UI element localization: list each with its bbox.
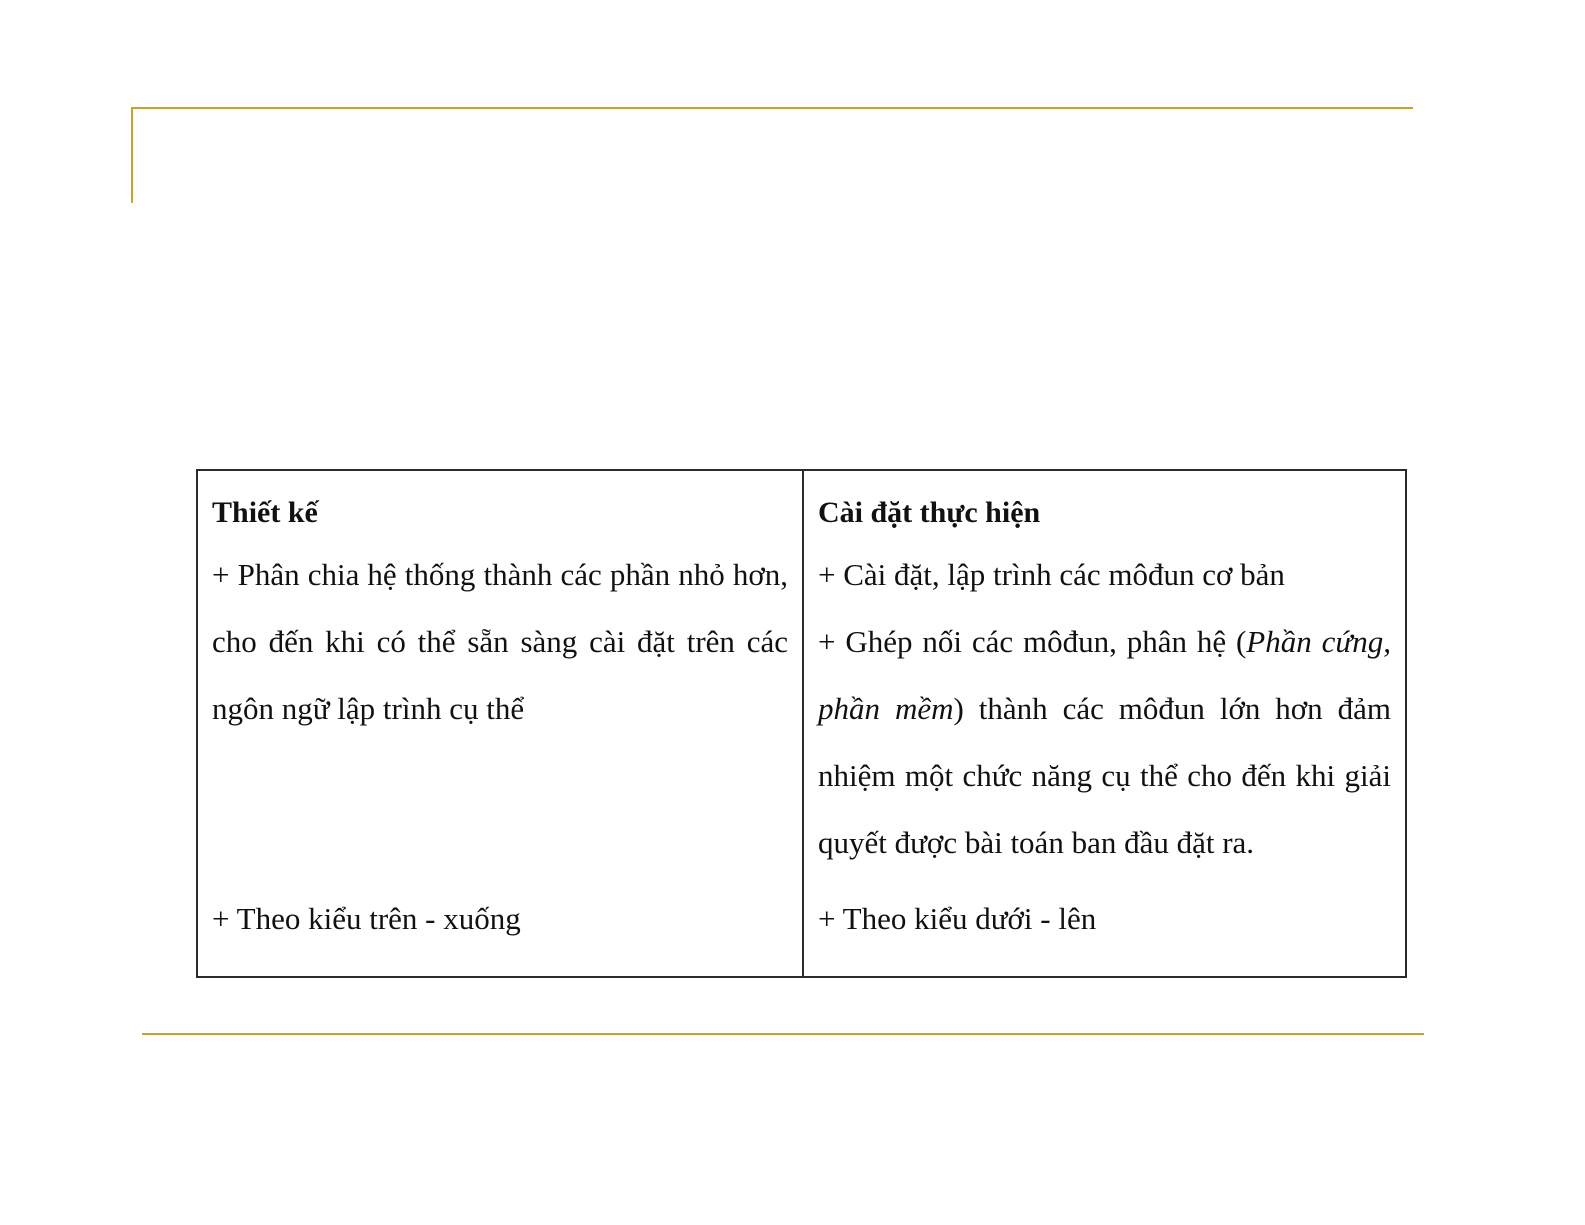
implementation-item-bottom-up: + Theo kiểu dưới - lên (818, 901, 1097, 936)
design-item-decompose: + Phân chia hệ thống thành các phần nhỏ hơn, cho đến khi có thể sẵn sàng cài đặt trên các ngôn ngữ lập trình cụ thể (212, 557, 788, 726)
implementation-heading: Cài đặt thực hiện (818, 496, 1041, 529)
title-top-rule (131, 107, 1413, 109)
implementation-column (804, 471, 1405, 976)
title-left-rule (131, 107, 133, 203)
comparison-table (196, 469, 1407, 978)
design-column (198, 471, 804, 976)
integration-text-italic: Phần cứng, phần mềm (818, 624, 1391, 726)
design-heading: Thiết kế (212, 496, 318, 529)
footer-rule (142, 1033, 1424, 1035)
integration-text-end: ) thành các môđun lớn hơn đảm nhiệm một chức năng cụ thể cho đến khi giải quyết được bài toán ban đầu đặt ra. (818, 691, 1391, 860)
integration-text-start: + Ghép nối các môđun, phân hệ ( (818, 624, 1247, 659)
implementation-item-integration (818, 608, 1391, 876)
implementation-item-coding: + Cài đặt, lập trình các môđun cơ bản (818, 557, 1285, 592)
design-item-top-down: + Theo kiểu trên - xuống (212, 901, 521, 936)
